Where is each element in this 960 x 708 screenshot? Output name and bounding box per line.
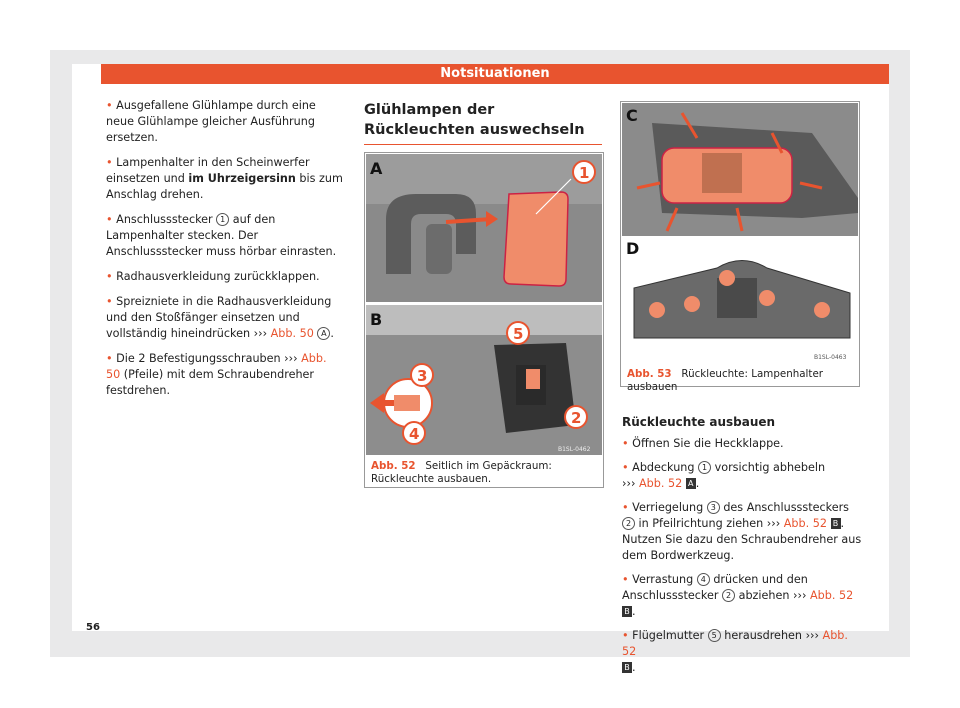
step-item: • Spreizniete in die Radhausverkleidung und den Stoßfänger einsetzen und vollständig hineindrücken ››› Abb. 50 A . — [106, 295, 334, 340]
number-marker: 1 — [698, 461, 711, 474]
letter-marker: A — [317, 327, 330, 340]
figure-53-d-image — [622, 238, 858, 363]
step-item: • Abdeckung 1 vorsichtig abhebeln ››› Abb. 52 A . — [622, 461, 826, 490]
figure-link[interactable]: Abb. 52 — [622, 629, 848, 658]
photo-tail-light-connector — [366, 305, 602, 455]
figure-53-caption: Abb. 53 Rückleuchte: Lampenhalter ausbauen — [627, 368, 824, 393]
column-left — [106, 98, 344, 408]
manual-page — [72, 64, 889, 674]
step-item: • Ausgefallene Glühlampe durch eine neue Glühlampe gleicher Ausführung ersetzen. — [106, 99, 316, 144]
callout-3: 3 — [417, 367, 428, 385]
number-marker: 3 — [707, 501, 720, 514]
page-frame — [50, 50, 910, 674]
subheading: Rückleuchte ausbauen — [622, 415, 776, 429]
number-marker: 4 — [697, 573, 710, 586]
callout-5: 5 — [513, 325, 524, 343]
letter-marker: B — [831, 518, 841, 529]
step-item: • Anschlussstecker 1 auf den Lampenhalter stecken. Der Anschlussstecker muss hörbar einrasten. — [106, 213, 337, 258]
figure-53-c-image — [622, 103, 858, 236]
number-marker: 2 — [622, 517, 635, 530]
letter-marker: A — [686, 478, 696, 489]
column-middle — [364, 100, 602, 145]
step-item: • Flügelmutter 5 herausdrehen ››› Abb. 52 B . — [622, 629, 848, 674]
image-code: B1SL-0462 — [558, 446, 591, 453]
step-item: • Öffnen Sie die Heckklappe. — [622, 437, 784, 450]
page-number: 56 — [86, 622, 100, 633]
number-marker: 1 — [216, 213, 229, 226]
callout-1: 1 — [579, 164, 590, 182]
figure-label-d: D — [626, 239, 640, 258]
number-marker: 2 — [722, 589, 735, 602]
figure-link[interactable]: Abb. 52 — [635, 477, 683, 490]
drawing-lamp-holder — [622, 238, 858, 363]
figure-link[interactable]: Abb. 52 — [780, 517, 827, 530]
letter-marker: B — [622, 662, 632, 673]
figure-52 — [364, 152, 604, 488]
callout-4: 4 — [409, 425, 420, 443]
image-code: B1SL-0463 — [814, 354, 847, 361]
figure-label-b: B — [370, 310, 383, 329]
step-item: • Verrastung 4 drücken und den Anschlussstecker 2 abziehen ››› Abb. 52 B . — [622, 573, 854, 618]
step-item: • Verriegelung 3 des Anschlusssteckers 2 in Pfeilrichtung ziehen ››› Abb. 52 B . Nutzen Sie dazu den Schraubendreher aus dem Bordwerkzeug. — [622, 501, 862, 562]
section-header: Notsituationen — [101, 64, 889, 84]
photo-luggage-side-cover — [366, 154, 602, 302]
figure-link[interactable]: Abb. 50 — [267, 327, 314, 340]
step-item: • Die 2 Befestigungsschrauben ››› Abb. 50 (Pfeile) mit dem Schraubendreher festdrehen. — [106, 352, 327, 397]
figure-label-c: C — [626, 106, 638, 125]
step-item: • Lampenhalter in den Scheinwerfer einsetzen und im Uhrzeigersinn bis zum Anschlag drehen. — [106, 156, 343, 201]
number-marker: 5 — [708, 629, 721, 642]
figure-link[interactable]: Abb. 50 — [106, 352, 327, 381]
figure-52-caption: Abb. 52 Seitlich im Gepäckraum: Rückleuchte ausbauen. — [371, 460, 552, 485]
figure-label-a: A — [370, 159, 383, 178]
section-heading: Glühlampen der Rückleuchten auswechseln — [364, 100, 602, 145]
figure-52-b-image — [366, 305, 602, 455]
letter-marker: B — [622, 606, 632, 617]
figure-53 — [620, 101, 860, 393]
photo-lamp-holder-back — [622, 103, 858, 236]
figure-52-a-image — [366, 154, 602, 302]
figure-link[interactable]: Abb. 52 — [806, 589, 854, 602]
callout-2: 2 — [571, 409, 582, 427]
column-right — [622, 414, 864, 684]
step-item: • Radhausverkleidung zurückklappen. — [106, 270, 320, 283]
